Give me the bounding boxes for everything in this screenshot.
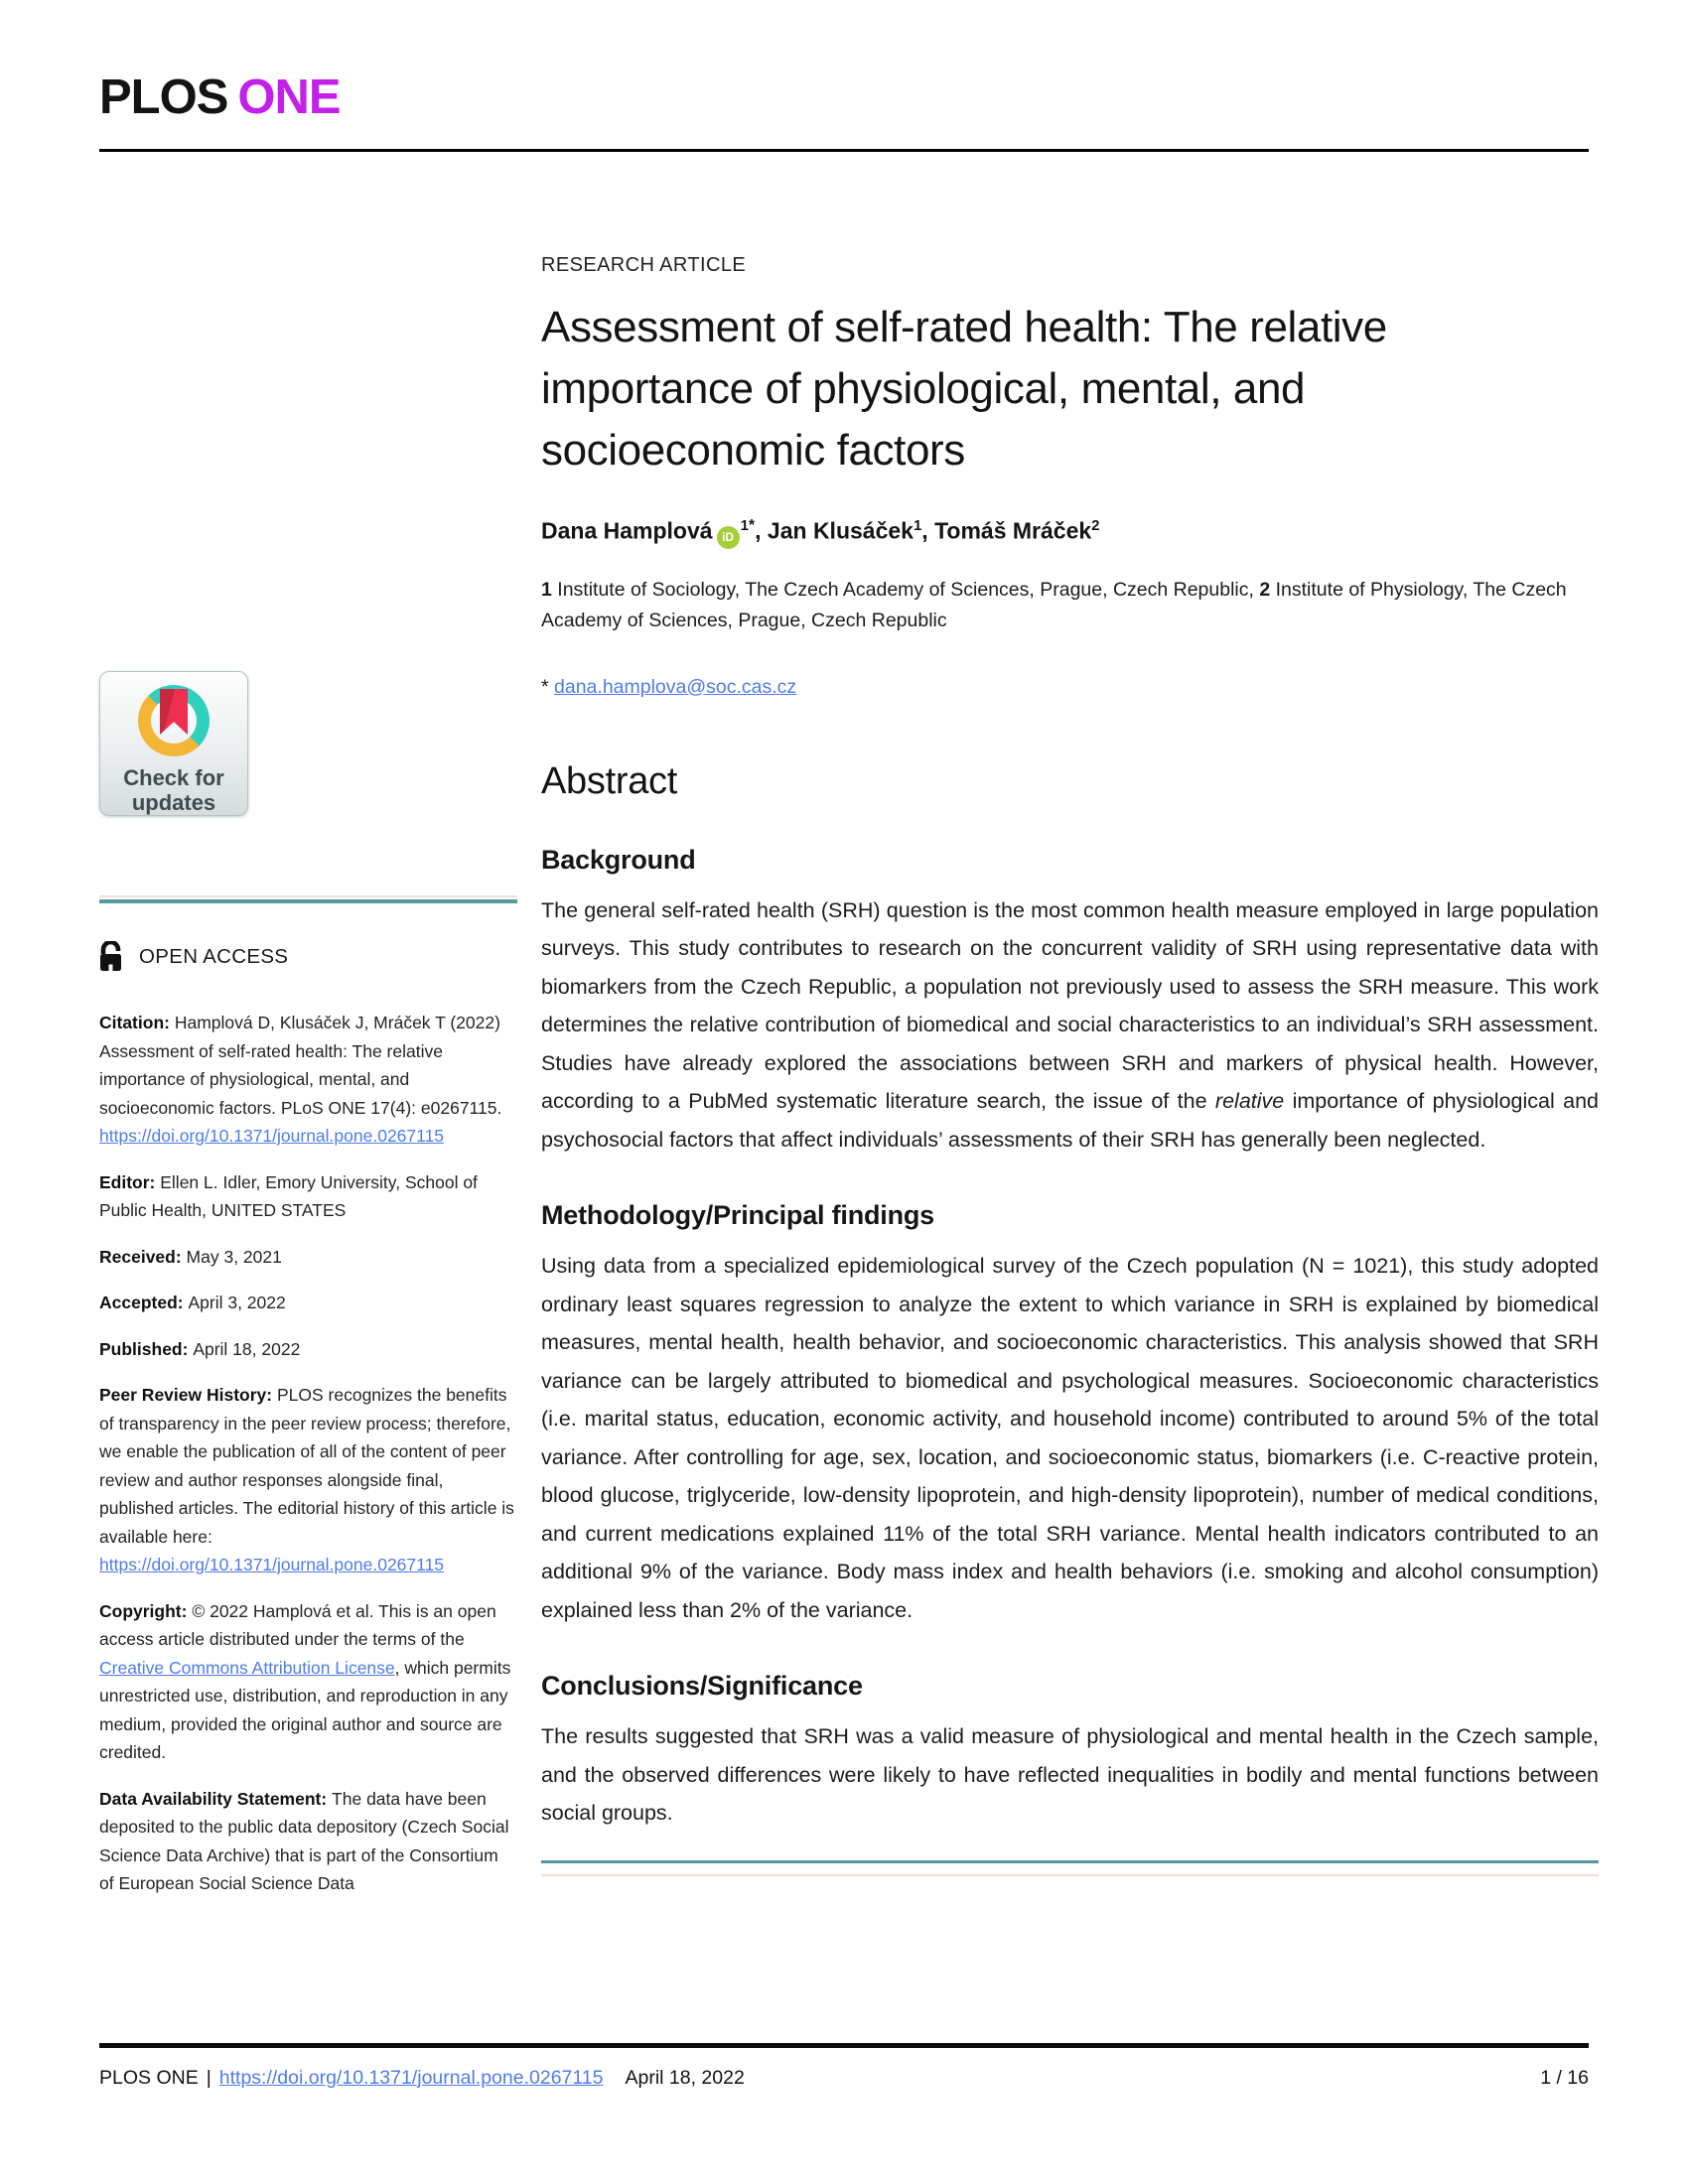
affiliation-2-number: 2 [1259, 578, 1271, 601]
accepted-block [99, 1289, 517, 1317]
accepted-label: Accepted: [99, 1293, 189, 1312]
affiliations-line [541, 575, 1599, 636]
editor-block [99, 1168, 517, 1225]
cc-license-link[interactable]: Creative Commons Attribution License [99, 1657, 395, 1678]
article-title: Assessment of self-rated health: The relative importance of physiological, mental, and socioeconomic factors [541, 303, 1387, 475]
accepted-date: April 3, 2022 [188, 1293, 286, 1312]
footer-divider [99, 2043, 1589, 2048]
methodology-paragraph: Using data from a specialized epidemiological survey of the Czech population (N = 1021), this study adopted ordinary least squares regression to analyze the extent to which variance in SRH is explained by biomedical measures, mental health, health behavior, and socioeconomic characteristics. This analysis showed that SRH variance can be largely attributed to biomedical and psychological measures. Socioeconomic characteristics (i.e. marital status, education, economic activity, and household income) contributed to around 5% of the total variance. After controlling for age, sex, location, and socioeconomic status, biomarkers (i.e. C-reactive protein, blood glucose, triglyceride, low-density lipoprotein, and high-density lipoprotein), number of medical conditions, and current medications explained 11% of the total SRH variance. Mental health indicators contributed to an additional 9% of the variance. Body mass index and health behaviors (i.e. smoking and alcohol consumption) explained less than 2% of the variance. [541, 1254, 1599, 1622]
author-separator: , [921, 517, 935, 544]
affiliation-1-number: 1 [541, 578, 552, 601]
footer-doi-link[interactable]: https://doi.org/10.1371/journal.pone.0267115 [218, 2067, 604, 2089]
corresponding-author-asterisk: * [748, 517, 756, 534]
author-separator: , [755, 517, 768, 544]
peer-review-label: Peer Review History: [99, 1385, 277, 1405]
affiliation-1-text: Institute of Sociology, The Czech Academy of Sciences, Prague, Czech Republic, [551, 578, 1260, 601]
background-heading: Background [541, 844, 696, 875]
footer-page-number: 1 / 16 [1540, 2067, 1589, 2089]
open-access-row [99, 941, 517, 973]
background-text-2: importance of physiological and psychosocial factors that affect individuals’ assessments of their SRH has generally been neglected. [541, 1089, 1599, 1152]
author-2-name: Jan Klusáček [767, 517, 914, 544]
copyright-label: Copyright: [99, 1600, 193, 1621]
crossmark-icon [138, 685, 210, 756]
data-availability-text: The data have been deposited to the public data depository (Czech Social Science Data Archive) that is part of the Consortium of European Social Science Data [99, 1788, 509, 1893]
logo-plos-text: PLOS [99, 70, 228, 124]
published-block [99, 1335, 517, 1364]
citation-block [99, 1009, 517, 1151]
copyright-post-text: , which permits unrestricted use, distribution, and reproduction in any medium, provided the original author and source are credited. [99, 1657, 511, 1762]
affiliation-2-text: Institute of Physiology, The Czech Academy of Sciences, Prague, Czech Republic [541, 578, 1567, 631]
published-label: Published: [99, 1338, 194, 1359]
published-date: April 18, 2022 [193, 1338, 301, 1359]
methodology-heading: Methodology/Principal findings [541, 1200, 934, 1231]
background-italic-word: relative [1214, 1089, 1285, 1114]
conclusions-paragraph: The results suggested that SRH was a valid measure of physiological and mental health in the Czech sample, and the observed differences were likely to have reflected inequalities in bodily and mental functions between social groups. [541, 1724, 1599, 1826]
bookmark-icon [160, 689, 188, 735]
conclusions-heading: Conclusions/Significance [541, 1671, 863, 1702]
open-access-label: OPEN ACCESS [139, 945, 289, 968]
editor-label: Editor: [99, 1171, 161, 1192]
footer-date: April 18, 2022 [625, 2067, 745, 2089]
plos-one-logo [99, 69, 341, 125]
author-3-affiliation-sup: 2 [1091, 517, 1100, 534]
check-for-updates-label: Check for updates [123, 765, 224, 815]
background-paragraph [541, 891, 1599, 1160]
peer-review-doi-link[interactable]: https://doi.org/10.1371/journal.pone.0267115 [99, 1555, 445, 1574]
received-label: Received: [99, 1246, 187, 1267]
received-date: May 3, 2021 [186, 1246, 282, 1267]
copyright-pre-text: © 2022 Hamplová et al. This is an open access article distributed under the terms of the [99, 1600, 496, 1649]
citation-text: Hamplová D, Klusáček J, Mráček T (2022) Assessment of self-rated health: The relative importance of physiological, mental, and socioeconomic factors. PLoS ONE 17(4): e0267115. [99, 1013, 502, 1118]
sidebar-divider [99, 895, 517, 903]
author-list [541, 517, 1599, 549]
abstract-end-divider [541, 1860, 1599, 1876]
received-block [99, 1243, 517, 1272]
corresponding-email-line [541, 676, 1599, 699]
data-availability-block [99, 1785, 517, 1898]
open-lock-icon [99, 941, 126, 973]
header-divider [99, 149, 1589, 152]
article-meta-sidebar [99, 671, 517, 1916]
author-2-affiliation-sup: 1 [913, 517, 922, 534]
citation-doi-link[interactable]: https://doi.org/10.1371/journal.pone.0267115 [99, 1126, 445, 1146]
footer-journal-name: PLOS ONE [99, 2067, 199, 2089]
author-1-name: Dana Hamplová [541, 517, 713, 544]
background-text-1: The general self-rated health (SRH) question is the most common health measure employed in large population surveys. This study contributes to research on the concurrent validity of SRH using representative data with biomarkers from the Czech Republic, a population not previously used to assess the SRH measure. This work determines the relative contribution of biomedical and social characteristics to an individual’s SRH assessment. Studies have already explored the associations between SRH and markers of physical health. However, according to a PubMed systematic literature search, the issue of the [541, 897, 1599, 1114]
check-for-updates-badge[interactable] [99, 671, 248, 816]
peer-review-history-block [99, 1381, 517, 1579]
orcid-icon[interactable]: iD [717, 526, 740, 549]
author-3-name: Tomáš Mráček [934, 517, 1092, 544]
citation-label: Citation: [99, 1013, 175, 1032]
email-asterisk: * [541, 675, 555, 698]
corresponding-email-link[interactable]: dana.hamplova@soc.cas.cz [554, 675, 797, 698]
article-type-kicker: RESEARCH ARTICLE [541, 254, 747, 276]
footer [99, 2067, 1589, 2090]
data-availability-label: Data Availability Statement: [99, 1788, 333, 1809]
footer-separator: | [206, 2067, 211, 2089]
logo-one-text: ONE [237, 70, 341, 124]
copyright-block [99, 1597, 517, 1767]
author-1-affiliation-sup: 1 [740, 517, 749, 534]
article-main-column [541, 254, 1599, 1876]
editor-text: Ellen L. Idler, Emory University, School of Public Health, UNITED STATES [99, 1171, 478, 1220]
peer-review-text: PLOS recognizes the benefits of transparency in the peer review process; therefore, we enable the publication of all of the content of peer review and author responses alongside final, published articles. The editorial history of this article is available here: [99, 1385, 514, 1547]
abstract-heading: Abstract [541, 759, 677, 802]
